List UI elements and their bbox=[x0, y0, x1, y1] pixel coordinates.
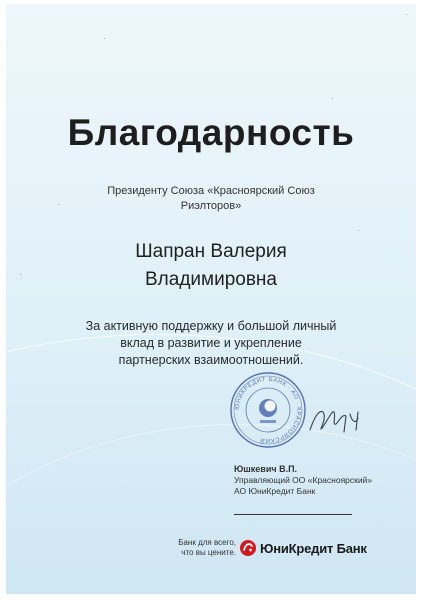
scan-speck bbox=[406, 14, 407, 15]
signature-line bbox=[234, 514, 352, 515]
signature bbox=[306, 404, 366, 436]
unicredit-logo-icon bbox=[240, 540, 256, 556]
reason-line: партнерских взаимоотношений. bbox=[118, 353, 304, 367]
recipient-line: Президенту Союза «Красноярский Союз bbox=[107, 185, 315, 197]
reason-line: За активную поддержку и большой личный bbox=[85, 319, 337, 333]
recipient-line: Риэлторов» bbox=[180, 200, 242, 212]
tagline-line: Банк для всего, bbox=[178, 538, 236, 547]
recipient-name bbox=[6, 238, 416, 294]
tagline-line: что вы цените. bbox=[181, 548, 236, 557]
bank-tagline bbox=[166, 538, 236, 558]
stamp-text: ЮНИКРЕДИТ БАНК · АО · КРАСНОЯРСКИЙ bbox=[234, 376, 302, 444]
certificate-sheet bbox=[6, 4, 416, 594]
bank-stamp bbox=[228, 370, 308, 450]
scan-speck bbox=[332, 98, 333, 99]
reason-line: вклад в развитие и укрепление bbox=[120, 336, 302, 350]
signer-name: Юшкевич В.П. bbox=[234, 464, 298, 474]
bank-logo bbox=[240, 539, 367, 557]
bank-name: ЮниКредит Банк bbox=[260, 540, 367, 556]
name-line: Владимировна bbox=[145, 269, 277, 290]
reason-text bbox=[6, 318, 416, 369]
recipient-text bbox=[6, 184, 416, 214]
signer-position: Управляющий ОО «Красноярский» bbox=[234, 475, 373, 485]
signer-company: АО ЮниКредит Банк bbox=[234, 486, 316, 496]
scan-speck bbox=[104, 38, 105, 39]
signer-block bbox=[234, 464, 372, 497]
name-line: Шапран Валерия bbox=[135, 241, 287, 262]
scan-speck bbox=[358, 230, 359, 231]
certificate-title: Благодарность bbox=[67, 112, 355, 153]
